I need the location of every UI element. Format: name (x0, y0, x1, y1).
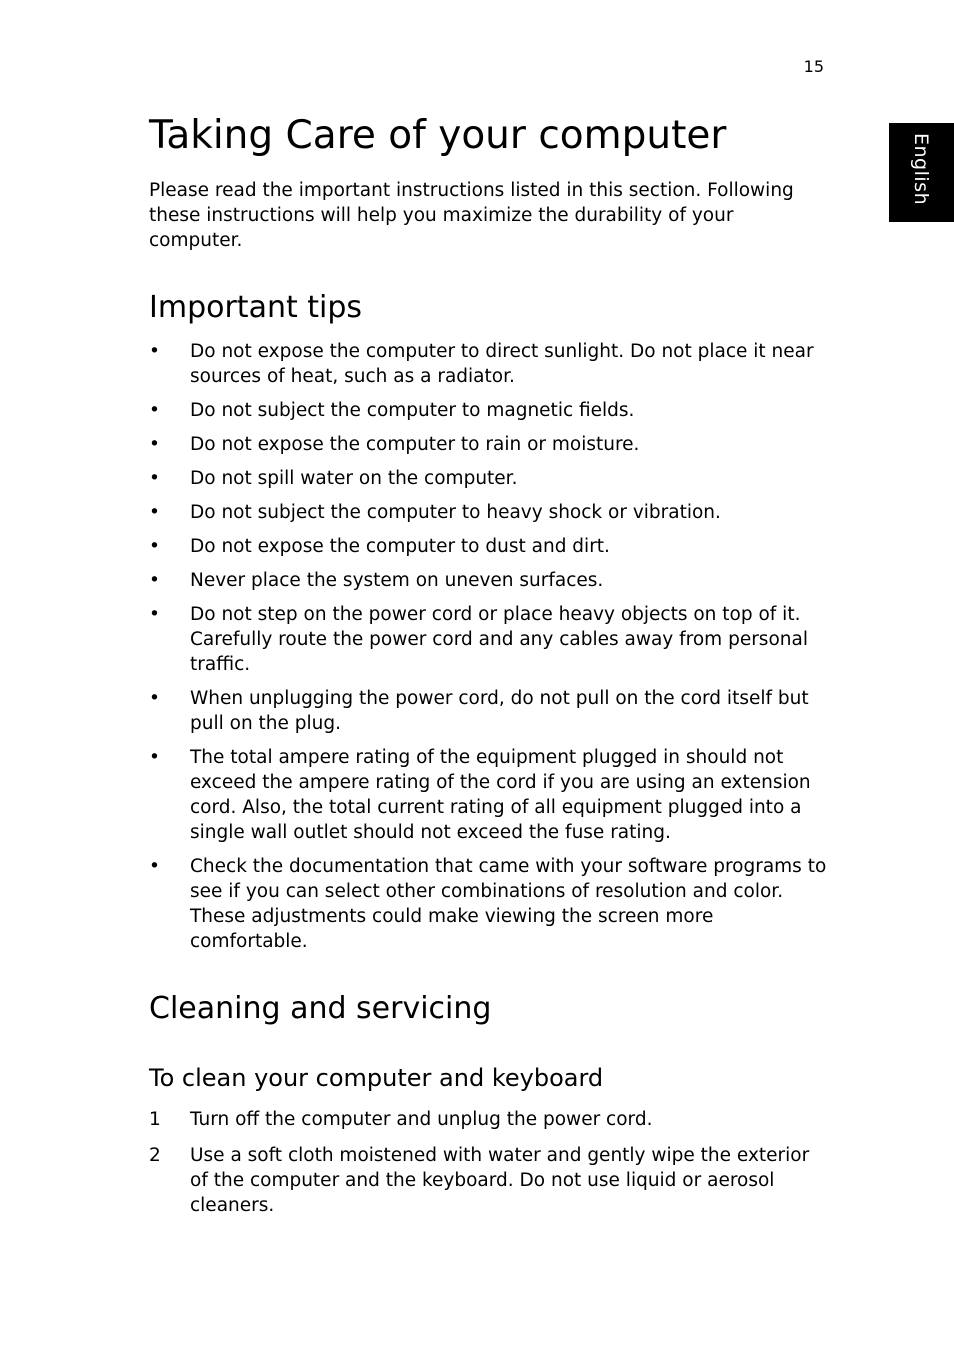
list-item (149, 432, 829, 457)
section-heading-cleaning: Cleaning and servicing (149, 991, 492, 1026)
subsection-heading-clean-keyboard: To clean your computer and keyboard (149, 1064, 604, 1092)
list-item-text: Use a soft cloth moistened with water and gently wipe the exterior of the computer and the keyboard. Do not use liquid or aerosol cleaners. (190, 1145, 810, 1216)
cleaning-steps-list (149, 1107, 829, 1229)
bullet-marker: • (149, 688, 160, 709)
section-heading-important-tips: Important tips (149, 290, 363, 325)
step-number: 1 (149, 1109, 161, 1130)
list-item-text: Do not spill water on the computer. (190, 468, 518, 489)
list-item (149, 602, 829, 677)
list-item (149, 534, 829, 559)
bullet-marker: • (149, 468, 160, 489)
list-item (149, 568, 829, 593)
bullet-marker: • (149, 747, 160, 768)
language-tab-label: English (910, 133, 932, 206)
list-item-text: The total ampere rating of the equipment plugged in should not exceed the ampere rating of the cord if you are using an extension cord. Also, the total current rating of all equipment plugged into a single wall outlet should not exceed the fuse rating. (190, 747, 811, 843)
list-item-text: Do not subject the computer to heavy shock or vibration. (190, 502, 721, 523)
list-item-text: Do not expose the computer to rain or moisture. (190, 434, 640, 455)
list-item (149, 500, 829, 525)
list-item (149, 466, 829, 491)
list-item (149, 745, 829, 845)
list-item-text: Do not subject the computer to magnetic fields. (190, 400, 635, 421)
list-item-text: Do not expose the computer to direct sunlight. Do not place it near sources of heat, such as a radiator. (190, 341, 814, 387)
list-item-text: When unplugging the power cord, do not pull on the cord itself but pull on the plug. (190, 688, 809, 734)
step-number: 2 (149, 1145, 161, 1166)
language-tab (889, 123, 954, 222)
tips-list (149, 339, 829, 963)
list-item-text: Check the documentation that came with your software programs to see if you can select other combinations of resolution and color. These adjustments could make viewing the screen more comfortable. (190, 856, 827, 952)
list-item-text: Never place the system on uneven surfaces. (190, 570, 604, 591)
list-item-text: Do not expose the computer to dust and dirt. (190, 536, 610, 557)
bullet-marker: • (149, 856, 160, 877)
list-item-text: Turn off the computer and unplug the power cord. (190, 1109, 653, 1130)
list-item (149, 1107, 829, 1132)
bullet-marker: • (149, 604, 160, 625)
bullet-marker: • (149, 502, 160, 523)
bullet-marker: • (149, 536, 160, 557)
list-item (149, 398, 829, 423)
bullet-marker: • (149, 434, 160, 455)
page-number: 15 (803, 57, 824, 76)
bullet-marker: • (149, 400, 160, 421)
list-item (149, 686, 829, 736)
bullet-marker: • (149, 341, 160, 362)
list-item (149, 854, 829, 954)
bullet-marker: • (149, 570, 160, 591)
list-item (149, 1143, 829, 1218)
page-title: Taking Care of your computer (149, 113, 727, 158)
intro-paragraph: Please read the important instructions listed in this section. Following these instructions will help you maximize the durability of your computer. (149, 180, 794, 251)
list-item (149, 339, 829, 389)
list-item-text: Do not step on the power cord or place heavy objects on top of it. Carefully route the power cord and any cables away from personal traffic. (190, 604, 808, 675)
